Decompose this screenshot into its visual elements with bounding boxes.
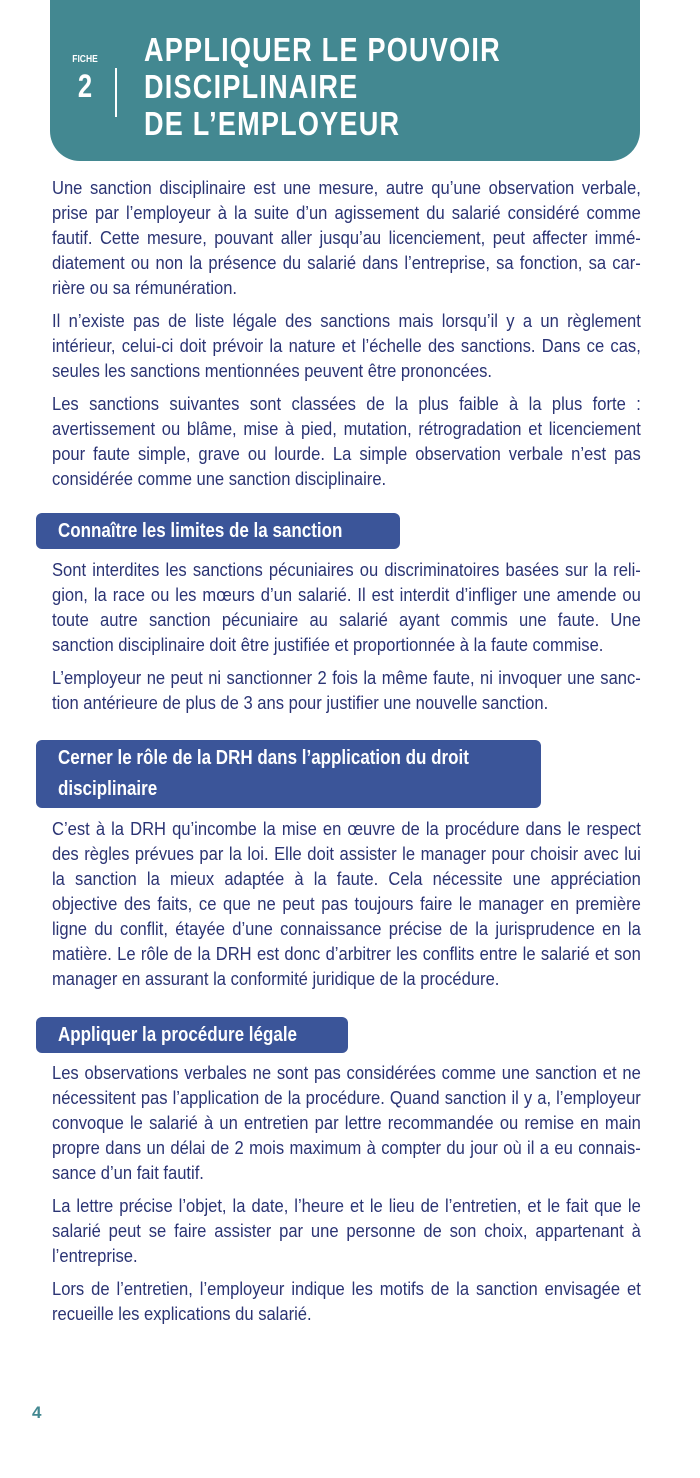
page-title-line: APPLIQUER LE POUVOIR <box>144 31 501 68</box>
intro-paragraph: Une sanction disciplinaire est une mesure, autre qu’une observation verbale, prise par l’employeur à la suite d’un agissement du salarié considéré comme fautif. Cette mesure, pouvant aller jusqu’au licenciement, peut affecter immédiatement ou non la présence du salarié dans l’entreprise, sa fonction, sa carrière ou sa rémunération. <box>52 178 641 298</box>
section-heading-text: Appliquer la procédure légale <box>58 1024 298 1046</box>
section-heading-role-drh <box>36 740 541 808</box>
section-paragraph: Sont interdites les sanctions pécuniaires ou discriminatoires basées sur la religion, la race ou les mœurs d’un salarié. Il est interdit d’infliger une amende ou toute autre sanction pécuniaire au salarié ayant commis une faute. Une sanction disciplinaire doit être justifiée et proportionnée à la faute commise. <box>52 560 641 655</box>
section-body-limites <box>52 558 640 724</box>
section-paragraph: L’employeur ne peut ni sanctionner 2 fois la même faute, ni invoquer une sanction antérieure de plus de 3 ans pour justifier une nouvelle sanction. <box>52 668 641 713</box>
fiche-number: 2 <box>77 68 93 104</box>
section-paragraph: Les observations verbales ne sont pas considérées comme une sanction et ne nécessitent pas l’application de la procédure. Quand sanction il y a, l’employeur convoque le salarié à un entretien par lettre recommandée ou remise en main propre dans un délai de 2 mois maximum à compter du jour où il a eu connaissance d’un fait fautif. <box>52 1063 641 1183</box>
section-heading-text: Connaître les limites de la sanction <box>58 520 343 542</box>
section-heading-text: Cerner le rôle de la DRH dans l’application du droit <box>58 747 469 769</box>
intro-paragraph: Les sanctions suivantes sont classées de la plus faible à la plus forte : avertissement ou blâme, mise à pied, mutation, rétrogradation et licenciement pour faute simple, grave ou lourde. La simple observation verbale n’est pas considérée comme une sanction disciplinaire. <box>52 394 641 489</box>
section-heading-text: disciplinaire <box>58 778 158 800</box>
fiche-header-banner <box>50 0 640 161</box>
section-heading-procedure <box>36 1017 348 1053</box>
fiche-label: FICHE <box>72 54 98 65</box>
page-title-line: DISCIPLINAIRE <box>144 68 359 105</box>
section-paragraph: Lors de l’entretien, l’employeur indique les motifs de la sanction envisagée et recueille les explications du salarié. <box>52 1279 641 1324</box>
section-body-procedure <box>52 1061 640 1335</box>
page-title-line: DE L’EMPLOYEUR <box>144 105 401 142</box>
section-body-role-drh <box>52 817 640 1000</box>
page-title <box>144 31 501 142</box>
section-paragraph: C’est à la DRH qu’incombe la mise en œuvre de la procédure dans le respect des règles prévues par la loi. Elle doit assister le manager pour choisir avec lui la sanction la mieux adaptée à la faute. Cela nécessite une appréciation objective des faits, ce que ne peut pas toujours faire le manager en première ligne du conflit, étayée d’une connaissance précise de la jurisprudence en la matière. Le rôle de la DRH est donc d’arbitrer les conflits entre le salarié et son manager en assurant la conformité juridique de la procédure. <box>52 819 641 989</box>
vertical-divider <box>115 68 117 117</box>
section-heading-limites <box>36 513 400 549</box>
section-paragraph: La lettre précise l’objet, la date, l’heure et le lieu de l’entretien, et le fait que le salarié peut se faire assister par une personne de son choix, appartenant à l’entreprise. <box>52 1196 641 1266</box>
intro-paragraph: Il n’existe pas de liste légale des sanctions mais lorsqu’il y a un règlement intérieur, celui-ci doit prévoir la nature et l’échelle des sanctions. Dans ce cas, seules les sanctions mentionnées peuvent être prononcées. <box>52 311 641 381</box>
intro-section <box>52 176 640 500</box>
page-number: 4 <box>32 1403 42 1422</box>
